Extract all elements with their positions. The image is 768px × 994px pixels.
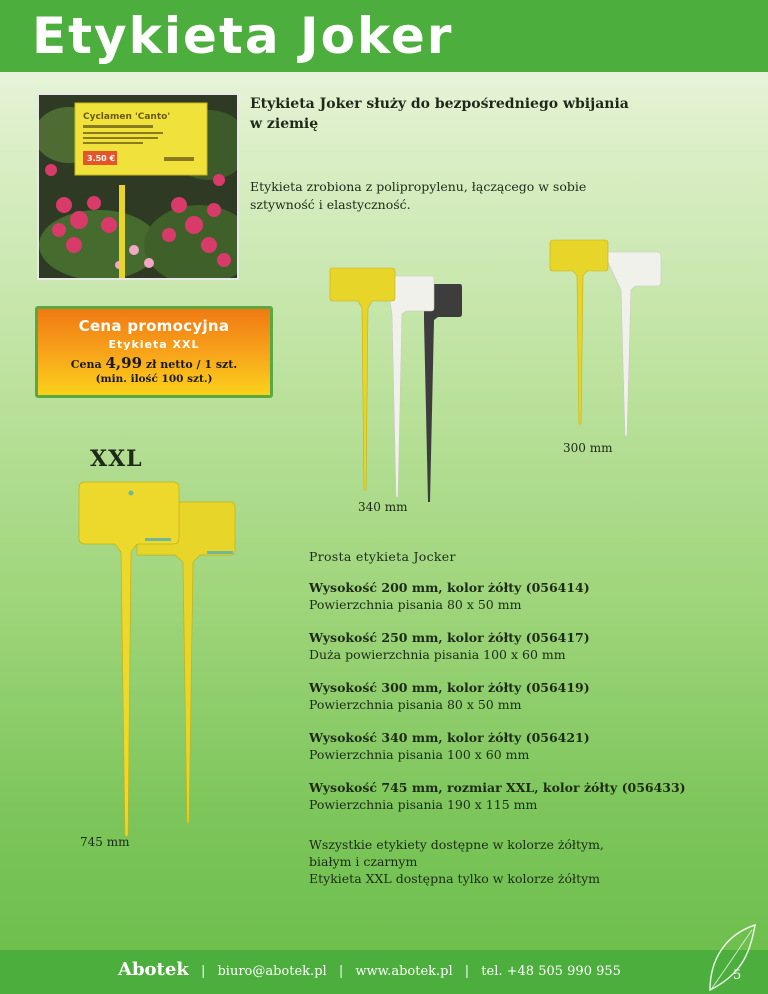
note-line-1: Wszystkie etykiety dostępne w kolorze żółtym,	[309, 837, 604, 852]
spec-item-text: Powierzchnia pisania 190 x 115 mm	[309, 797, 538, 812]
photo-label-name: Cyclamen 'Canto'	[83, 112, 171, 122]
note-line-2: białym i czarnym	[309, 854, 418, 869]
labels-xxl-illustration	[75, 478, 245, 848]
intro-line-1: Etykieta Joker służy do bezpośredniego wbijania	[250, 96, 629, 112]
availability-note	[309, 836, 649, 887]
note-line-3: Etykieta XXL dostępna tylko w kolorze żółtym	[309, 871, 601, 886]
spec-item	[309, 629, 729, 663]
footer-separator: |	[200, 964, 206, 979]
intro-text	[250, 94, 650, 134]
description-line-1: Etykieta zrobiona z polipropylenu, łączącego w sobie	[250, 179, 587, 194]
photo-label-price: 3.50 €	[87, 154, 116, 163]
footer-email[interactable]: biuro@abotek.pl	[217, 964, 327, 979]
spec-list	[309, 548, 729, 829]
intro-line-2: w ziemię	[250, 116, 319, 132]
leaf-icon	[700, 920, 760, 992]
promo-minimum: (min. ilość 100 szt.)	[95, 373, 213, 385]
footer-phone: tel. +48 505 990 955	[481, 964, 621, 979]
spec-item-text: Powierzchnia pisania 80 x 50 mm	[309, 697, 522, 712]
spec-item-text: Powierzchnia pisania 80 x 50 mm	[309, 597, 522, 612]
spec-heading: Prosta etykieta Jocker	[309, 549, 456, 564]
spec-item	[309, 729, 729, 763]
spec-item	[309, 579, 729, 613]
spec-item-text: Duża powierzchnia pisania 100 x 60 mm	[309, 647, 566, 662]
promo-title: Cena promocyjna	[78, 317, 230, 335]
size-label-300: 300 mm	[563, 441, 613, 455]
description-text	[250, 178, 610, 214]
product-photo	[37, 93, 239, 280]
spec-item-title: Wysokość 340 mm, kolor żółty (056421)	[309, 730, 590, 745]
footer-bar	[0, 950, 768, 994]
xxl-heading: XXL	[90, 446, 143, 472]
labels-340-illustration	[320, 262, 472, 510]
promo-price: 4,99	[105, 354, 143, 372]
promo-subtitle: Etykieta XXL	[108, 338, 200, 351]
promo-price-suffix: zł netto / 1 szt.	[145, 358, 238, 371]
labels-300-illustration	[545, 238, 669, 448]
spec-item	[309, 779, 729, 813]
photo-illustration	[39, 95, 237, 278]
spec-item-title: Wysokość 200 mm, kolor żółty (056414)	[309, 580, 590, 595]
spec-item-title: Wysokość 745 mm, rozmiar XXL, kolor żółty (056433)	[309, 780, 686, 795]
promo-price-line	[38, 354, 270, 372]
spec-item	[309, 679, 729, 713]
size-label-745: 745 mm	[80, 835, 130, 849]
footer-brand: Abotek	[118, 959, 189, 980]
page-number: 5	[733, 968, 742, 983]
size-label-340: 340 mm	[358, 500, 408, 514]
promo-price-prefix: Cena	[70, 358, 102, 371]
spec-item-text: Powierzchnia pisania 100 x 60 mm	[309, 747, 530, 762]
spec-item-title: Wysokość 250 mm, kolor żółty (056417)	[309, 630, 590, 645]
promo-box	[35, 306, 273, 398]
page-title: Etykieta Joker	[32, 7, 454, 65]
footer-website[interactable]: www.abotek.pl	[355, 964, 453, 979]
description-line-2: sztywność i elastyczność.	[250, 197, 411, 212]
spec-item-title: Wysokość 300 mm, kolor żółty (056419)	[309, 680, 590, 695]
footer-contact	[118, 959, 621, 980]
footer-separator: |	[338, 964, 344, 979]
footer-separator: |	[464, 964, 470, 979]
